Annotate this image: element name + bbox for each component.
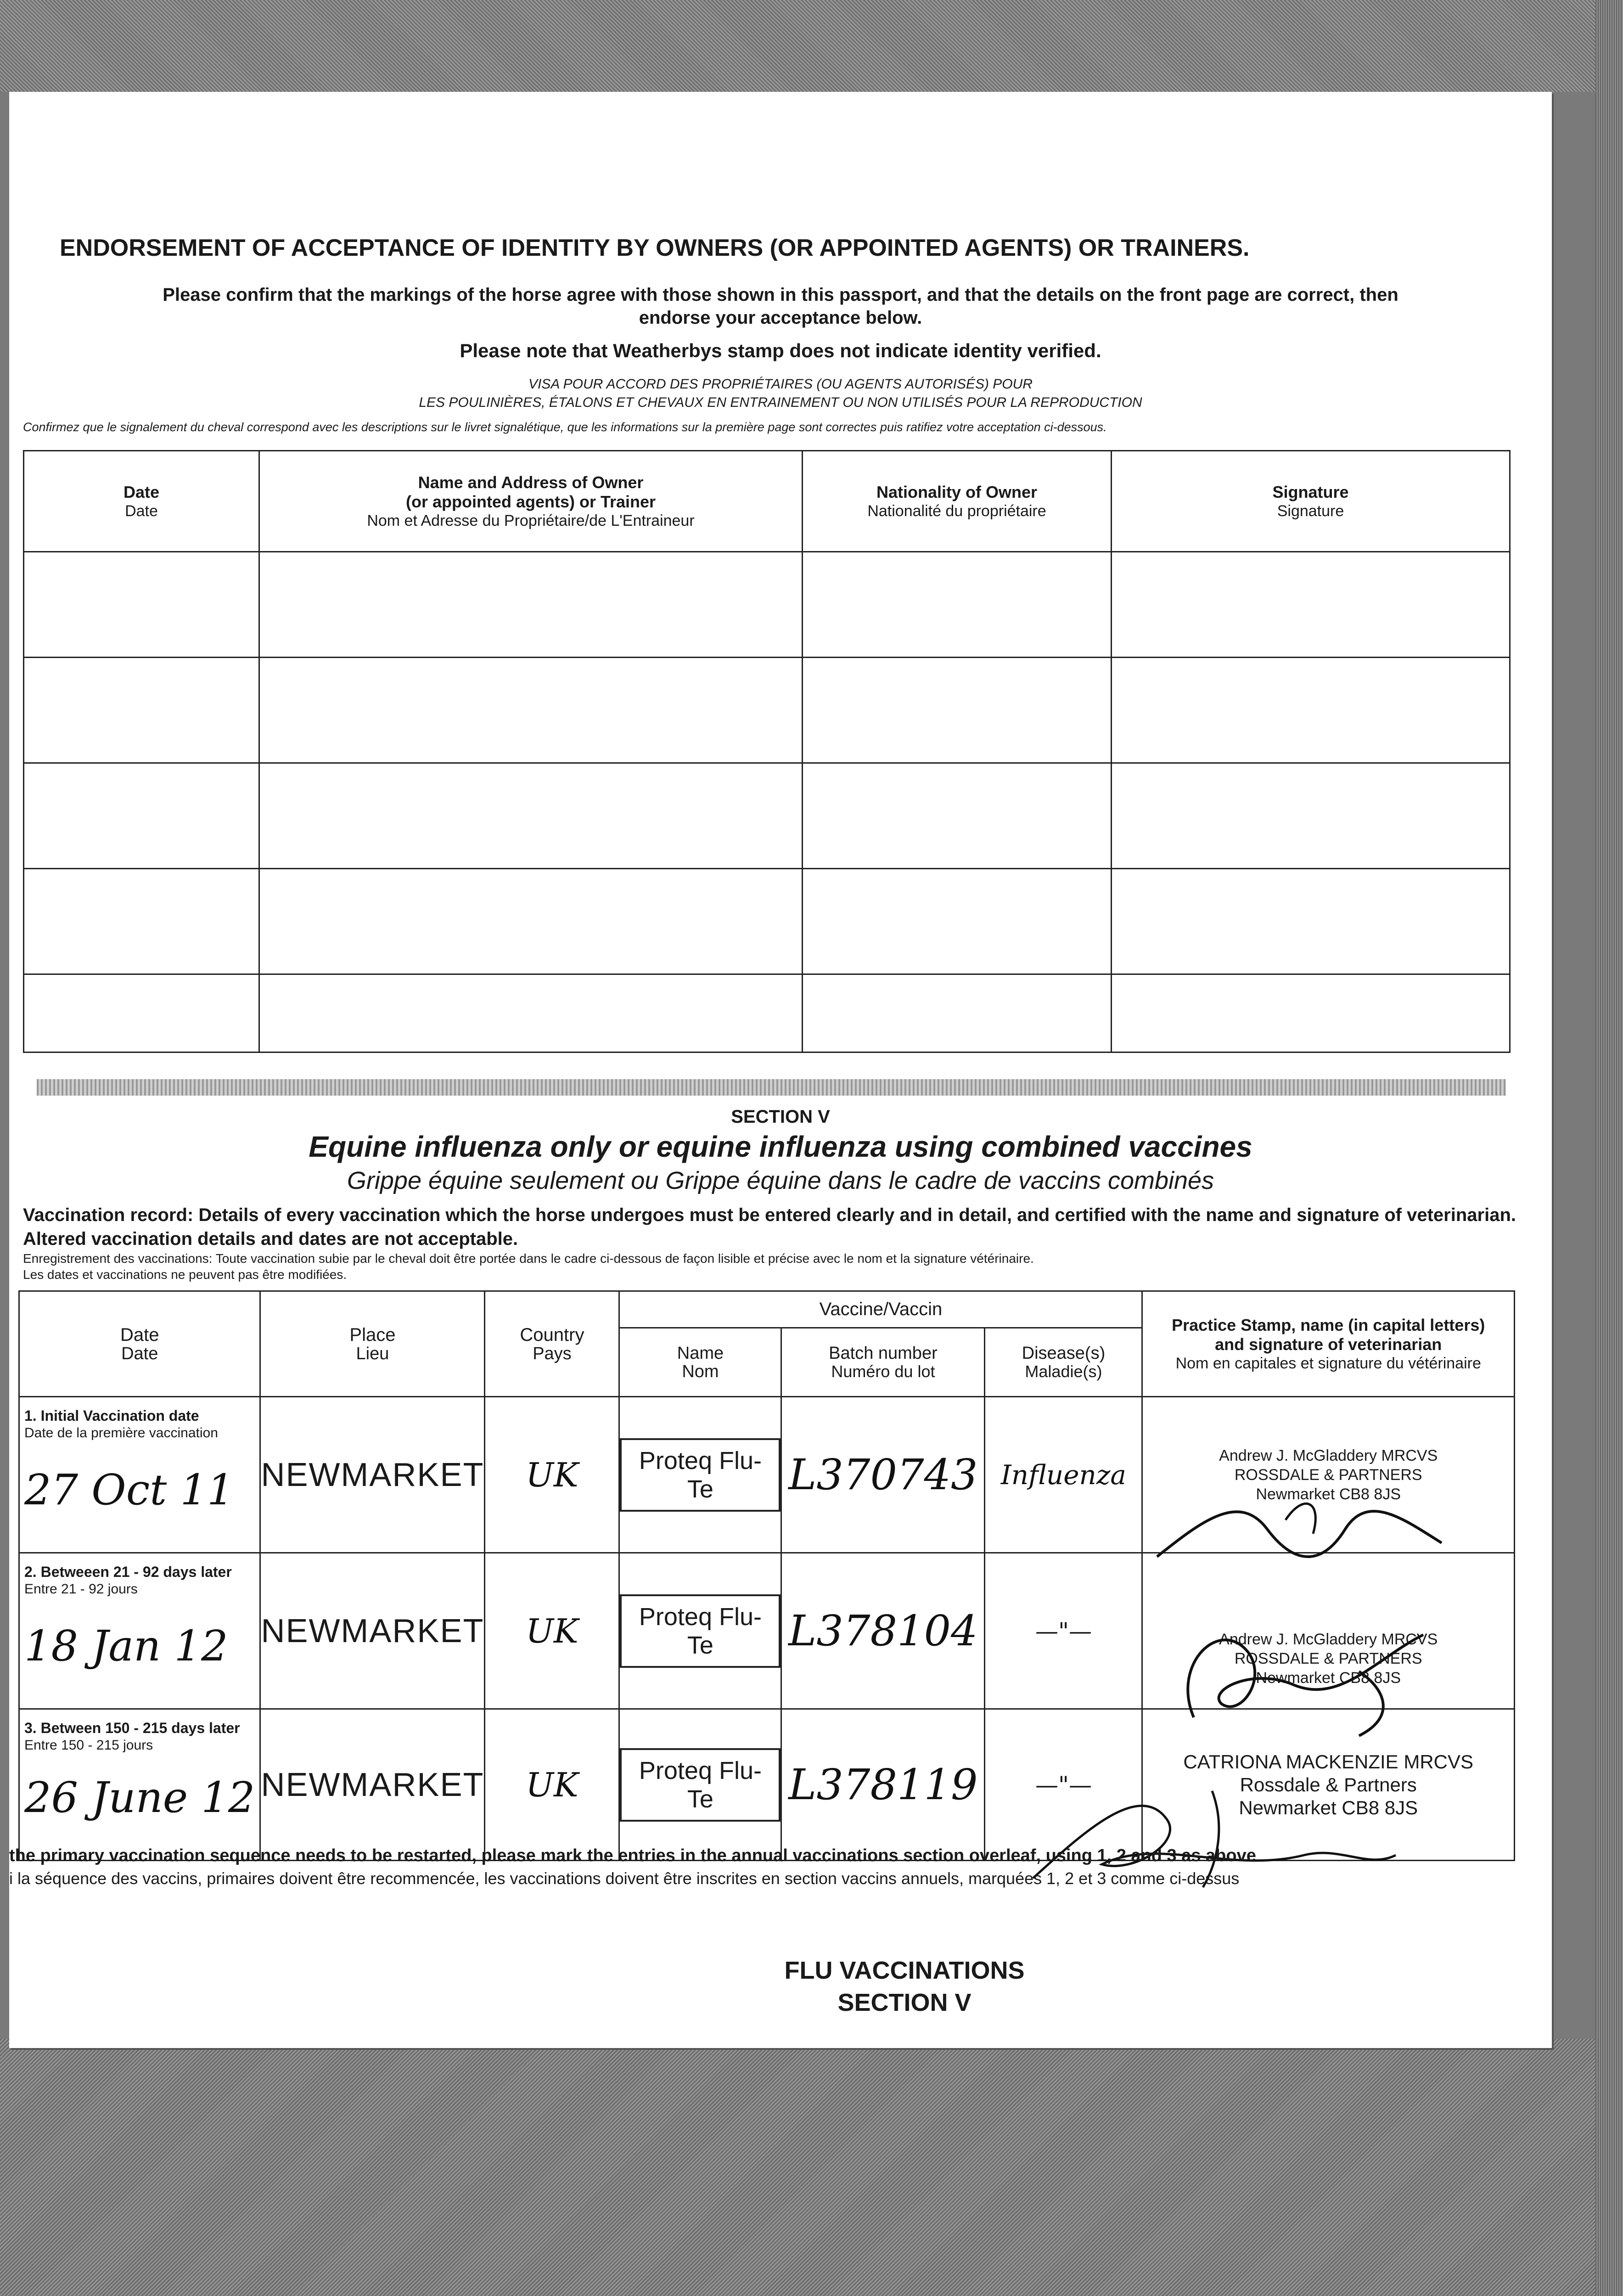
vaccination-record-fr-2: Les dates et vaccinations ne peuvent pas être modifiées. [23, 1267, 347, 1282]
vaccine-name-cell [619, 1397, 781, 1553]
passport-page [9, 92, 1552, 2048]
row-date-cell: 3. Between 150 - 215 days later Entre 150 - 215 jours 26 June 12 [19, 1709, 260, 1861]
vaccination-table [18, 1290, 1515, 1861]
header-country: Country Pays [485, 1291, 619, 1397]
table-row [24, 658, 1510, 763]
vet-stamp: Andrew J. McGladdery MRCVS ROSSDALE & PARTNERS Newmarket CB8 8JS [1219, 1630, 1438, 1687]
endorsement-table [23, 450, 1511, 1053]
batch-number: L378104 [788, 1606, 978, 1655]
vaccination-country: UK [526, 1455, 578, 1494]
table-row [24, 763, 1510, 869]
endorsement-title-fr-2: LES POULINIÈRES, ÉTALONS ET CHEVAUX EN ENTRAINEMENT OU NON UTILISÉS POUR LA REPRODUCTION [419, 395, 1142, 410]
disease: —"— [1035, 1771, 1092, 1798]
endorsement-title-fr-1: VISA POUR ACCORD DES PROPRIÉTAIRES (OU AGENTS AUTORISÉS) POUR [528, 377, 1033, 392]
vaccination-record-text: Vaccination record: Details of every vaccination which the horse undergoes must be entered clearly and in detail, and certified with the name and signature of veterinarian. Altered vaccination details and dates are not acceptable. [23, 1205, 1516, 1249]
disease: —"— [1035, 1617, 1092, 1644]
vaccination-row-3 [19, 1709, 1515, 1861]
flu-vaccinations-section: SECTION V [837, 1989, 972, 2016]
vaccination-place: NEWMARKET [261, 1456, 484, 1493]
section-label: SECTION V [731, 1107, 830, 1127]
header-vaccine: Vaccine/Vaccin [619, 1291, 1142, 1328]
vaccination-row-2 [19, 1553, 1515, 1709]
batch-cell [781, 1553, 985, 1709]
scan-background-right [1595, 0, 1623, 2296]
table-row [24, 552, 1510, 658]
section-title: Equine influenza only or equine influenza using combined vaccines [309, 1130, 1252, 1163]
endorsement-instruction: Please confirm that the markings of the horse agree with those shown in this passport, and that the details on the front page are correct, then [163, 285, 1398, 305]
batch-cell [781, 1709, 985, 1861]
vaccination-place: NEWMARKET [261, 1612, 484, 1649]
vaccine-name-stamp: Proteq Flu-Te [620, 1438, 781, 1512]
flu-vaccinations-title: FLU VACCINATIONS [784, 1957, 1025, 1984]
vet-stamp-cell [1142, 1553, 1515, 1709]
vaccine-name-stamp: Proteq Flu-Te [620, 1594, 781, 1668]
vaccination-date: 18 Jan 12 [24, 1621, 228, 1671]
vaccination-country: UK [526, 1765, 578, 1804]
place-cell [260, 1397, 485, 1553]
batch-cell [781, 1397, 985, 1553]
vaccine-name-stamp: Proteq Flu-Te [620, 1748, 781, 1822]
vaccination-place: NEWMARKET [261, 1766, 484, 1803]
vaccination-country: UK [526, 1611, 578, 1650]
place-cell [260, 1709, 485, 1861]
endorsement-instruction-2: endorse your acceptance below. [639, 308, 922, 328]
batch-number: L370743 [788, 1450, 978, 1499]
page-overlap-strip [37, 1079, 1506, 1096]
table-row [24, 974, 1510, 1052]
vaccination-row-1 [19, 1397, 1515, 1553]
endorsement-instruction-fr: Confirmez que le signalement du cheval correspond avec les descriptions sur le livret signalétique, que les informations sur la première page sont correctes puis ratifiez votre acceptation ci-dessous. [23, 420, 1107, 434]
header-vaccine-name: Name Nom [619, 1328, 781, 1397]
disease-cell [985, 1709, 1142, 1861]
header-place: Place Lieu [260, 1291, 485, 1397]
country-cell [485, 1709, 619, 1861]
scan-background-top [0, 0, 1623, 92]
country-cell [485, 1397, 619, 1553]
disease-cell [985, 1553, 1142, 1709]
header-owner-name: Name and Address of Owner (or appointed agents) or Trainer Nom et Adresse du Propriétaire/de L'Entraineur [259, 451, 803, 552]
endorsement-title: ENDORSEMENT OF ACCEPTANCE OF IDENTITY BY OWNERS (OR APPOINTED AGENTS) OR TRAINERS. [60, 235, 1250, 261]
row-date-cell: 1. Initial Vaccination date Date de la première vaccination 27 Oct 11 [19, 1397, 260, 1553]
header-batch-number: Batch number Numéro du lot [781, 1328, 985, 1397]
header-date: Date Date [19, 1291, 260, 1397]
vet-stamp: CATRIONA MACKENZIE MRCVS Rossdale & Partners Newmarket CB8 8JS [1183, 1750, 1474, 1818]
vaccination-record-fr: Enregistrement des vaccinations: Toute vaccination subie par le cheval doit être portée dans le cadre ci-dessous de façon lisible et précise avec le nom et la signature vétérinaire. [23, 1251, 1034, 1266]
weatherbys-note: Please note that Weatherbys stamp does not indicate identity verified. [460, 340, 1101, 361]
vaccination-date: 26 June 12 [24, 1773, 255, 1822]
header-nationality: Nationality of Owner Nationalité du propriétaire [803, 451, 1112, 552]
restart-note: the primary vaccination sequence needs to be restarted, please mark the entries in the annual vaccinations section overleaf, using 1, 2 and 3 as above [9, 1846, 1256, 1865]
disease-cell [985, 1397, 1142, 1553]
scan-background-bottom [0, 2039, 1623, 2296]
header-practice-stamp: Practice Stamp, name (in capital letters) and signature of veterinarian Nom en capitales et signature du vétérinaire [1142, 1291, 1515, 1397]
country-cell [485, 1553, 619, 1709]
vet-stamp-cell [1142, 1397, 1515, 1553]
vet-stamp: Andrew J. McGladdery MRCVS ROSSDALE & PARTNERS Newmarket CB8 8JS [1219, 1446, 1438, 1503]
vet-stamp-cell [1142, 1709, 1515, 1861]
header-signature: Signature Signature [1112, 451, 1510, 552]
header-date: Date Date [24, 451, 259, 552]
section-subtitle: Grippe équine seulement ou Grippe équine dans le cadre de vaccins combinés [347, 1167, 1214, 1194]
restart-note-fr: i la séquence des vaccins, primaires doivent être recommencée, les vaccinations doivent être inscrites en section vaccins annuels, marquées 1, 2 et 3 comme ci-dessus [9, 1869, 1240, 1888]
header-disease: Disease(s) Maladie(s) [985, 1328, 1142, 1397]
row-date-cell: 2. Betweeen 21 - 92 days later Entre 21 - 92 jours 18 Jan 12 [19, 1553, 260, 1709]
place-cell [260, 1553, 485, 1709]
table-row [24, 869, 1510, 974]
vaccine-name-cell [619, 1709, 781, 1861]
batch-number: L378119 [788, 1760, 978, 1809]
disease: Influenza [1000, 1459, 1127, 1491]
vaccine-name-cell [619, 1553, 781, 1709]
vaccination-date: 27 Oct 11 [24, 1465, 234, 1514]
